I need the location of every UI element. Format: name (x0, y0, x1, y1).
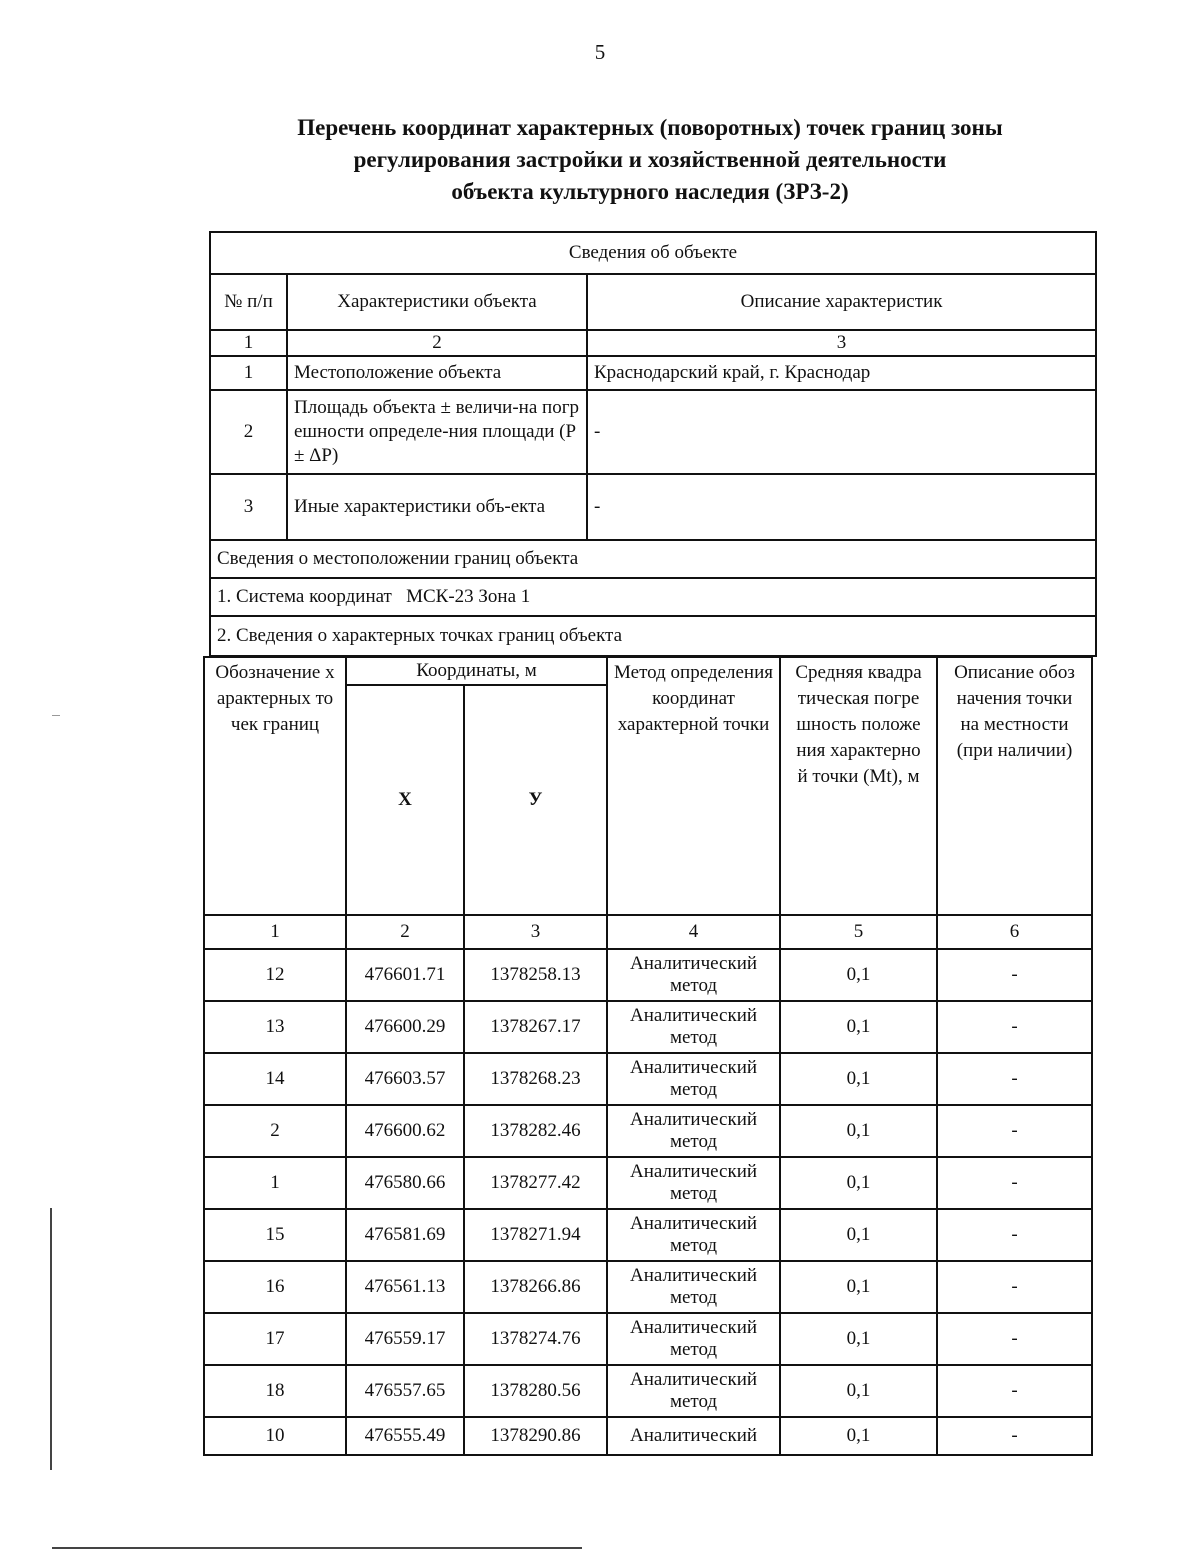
header-coordinates: Координаты, м (346, 657, 607, 685)
point-id: 13 (204, 1001, 346, 1053)
point-method: Аналитический метод (607, 1157, 780, 1209)
point-description: - (937, 1209, 1092, 1261)
point-description: - (937, 949, 1092, 1001)
point-y: 1378266.86 (464, 1261, 607, 1313)
object-row-number: 2 (210, 390, 287, 474)
point-description: - (937, 1105, 1092, 1157)
header-description: Описание обозначения точки на местности (при наличии) (937, 657, 1092, 915)
table-row (204, 1105, 1092, 1157)
title-line-2: регулирования застройки и хозяйственной деятельности (353, 147, 947, 172)
table-row (204, 1001, 1092, 1053)
point-method: Аналитический метод (607, 1313, 780, 1365)
point-method: Аналитический метод (607, 1261, 780, 1313)
col-header-number: № п/п (210, 274, 287, 330)
col-number: 2 (346, 915, 464, 949)
point-x: 476561.13 (346, 1261, 464, 1313)
col-number-3: 3 (587, 330, 1096, 356)
point-x: 476603.57 (346, 1053, 464, 1105)
point-id: 15 (204, 1209, 346, 1261)
point-method: Аналитический метод (607, 1053, 780, 1105)
point-x: 476581.69 (346, 1209, 464, 1261)
point-method: Аналитический метод (607, 949, 780, 1001)
object-row-characteristic: Иные характеристики объ-екта (287, 474, 587, 540)
point-x: 476600.29 (346, 1001, 464, 1053)
header-x: Х (346, 685, 464, 915)
document-title (200, 112, 1100, 208)
point-x: 476555.49 (346, 1417, 464, 1455)
point-x: 476601.71 (346, 949, 464, 1001)
point-y: 1378280.56 (464, 1365, 607, 1417)
point-description: - (937, 1261, 1092, 1313)
table-row (204, 1053, 1092, 1105)
table-row (204, 949, 1092, 1001)
point-id: 14 (204, 1053, 346, 1105)
page-number: 5 (594, 40, 606, 64)
point-method: Аналитический метод (607, 1209, 780, 1261)
header-designation: Обозначение характерных точек границ (204, 657, 346, 915)
header-method: Метод определения координат характерной точки (607, 657, 780, 915)
point-error: 0,1 (780, 949, 937, 1001)
col-header-description: Описание характеристик (587, 274, 1096, 330)
point-error: 0,1 (780, 1053, 937, 1105)
point-description: - (937, 1313, 1092, 1365)
location-section-header: Сведения о местоположении границ объекта (210, 540, 1096, 578)
col-number-1: 1 (210, 330, 287, 356)
margin-line (50, 1208, 52, 1470)
object-row-description: Краснодарский край, г. Краснодар (587, 356, 1096, 390)
object-info-table (209, 231, 1097, 657)
point-error: 0,1 (780, 1157, 937, 1209)
object-row-description: - (587, 390, 1096, 474)
point-method: Аналитический метод (607, 1105, 780, 1157)
point-id: 17 (204, 1313, 346, 1365)
table-row (204, 1157, 1092, 1209)
col-header-characteristics: Характеристики объекта (287, 274, 587, 330)
point-y: 1378258.13 (464, 949, 607, 1001)
point-y: 1378290.86 (464, 1417, 607, 1455)
point-method: Аналитический (607, 1417, 780, 1455)
header-y: У (464, 685, 607, 915)
col-numbers-row (204, 915, 1092, 949)
point-error: 0,1 (780, 1105, 937, 1157)
point-id: 1 (204, 1157, 346, 1209)
col-number: 1 (204, 915, 346, 949)
point-description: - (937, 1417, 1092, 1455)
point-y: 1378282.46 (464, 1105, 607, 1157)
point-description: - (937, 1157, 1092, 1209)
table-row (204, 1209, 1092, 1261)
title-line-1: Перечень координат характерных (поворотных) точек границ зоны (297, 115, 1003, 140)
boundary-points-table (203, 656, 1093, 1456)
point-description: - (937, 1365, 1092, 1417)
object-row-characteristic: Местоположение объекта (287, 356, 587, 390)
point-id: 12 (204, 949, 346, 1001)
point-error: 0,1 (780, 1001, 937, 1053)
col-number: 5 (780, 915, 937, 949)
table-row (204, 1313, 1092, 1365)
point-error: 0,1 (780, 1261, 937, 1313)
point-method: Аналитический метод (607, 1365, 780, 1417)
col-number: 6 (937, 915, 1092, 949)
col-number-2: 2 (287, 330, 587, 356)
col-number: 4 (607, 915, 780, 949)
object-row-number: 1 (210, 356, 287, 390)
coordinate-system: 1. Система координат МСК-23 Зона 1 (210, 578, 1096, 616)
col-number: 3 (464, 915, 607, 949)
point-y: 1378267.17 (464, 1001, 607, 1053)
point-x: 476580.66 (346, 1157, 464, 1209)
point-error: 0,1 (780, 1417, 937, 1455)
title-line-3: объекта культурного наследия (ЗРЗ-2) (451, 179, 849, 204)
table-row (204, 1261, 1092, 1313)
object-section-header: Сведения об объекте (210, 232, 1096, 274)
point-y: 1378277.42 (464, 1157, 607, 1209)
point-x: 476557.65 (346, 1365, 464, 1417)
point-y: 1378271.94 (464, 1209, 607, 1261)
point-error: 0,1 (780, 1313, 937, 1365)
object-row-number: 3 (210, 474, 287, 540)
point-error: 0,1 (780, 1209, 937, 1261)
bottom-line (52, 1547, 582, 1549)
object-row-characteristic: Площадь объекта ± величи-на погрешности определе-ния площади (P ± ΔP) (287, 390, 587, 474)
point-id: 16 (204, 1261, 346, 1313)
point-id: 2 (204, 1105, 346, 1157)
point-error: 0,1 (780, 1365, 937, 1417)
table-row (204, 1417, 1092, 1455)
points-section-header: 2. Сведения о характерных точках границ объекта (210, 616, 1096, 656)
point-id: 18 (204, 1365, 346, 1417)
point-method: Аналитический метод (607, 1001, 780, 1053)
header-error: Средняя квадратическая погрешность положения характерной точки (Mt), м (780, 657, 937, 915)
table-row (204, 1365, 1092, 1417)
object-row-description: - (587, 474, 1096, 540)
point-x: 476559.17 (346, 1313, 464, 1365)
point-y: 1378268.23 (464, 1053, 607, 1105)
point-description: - (937, 1001, 1092, 1053)
point-y: 1378274.76 (464, 1313, 607, 1365)
point-id: 10 (204, 1417, 346, 1455)
point-description: - (937, 1053, 1092, 1105)
scan-speck (52, 715, 60, 716)
point-x: 476600.62 (346, 1105, 464, 1157)
